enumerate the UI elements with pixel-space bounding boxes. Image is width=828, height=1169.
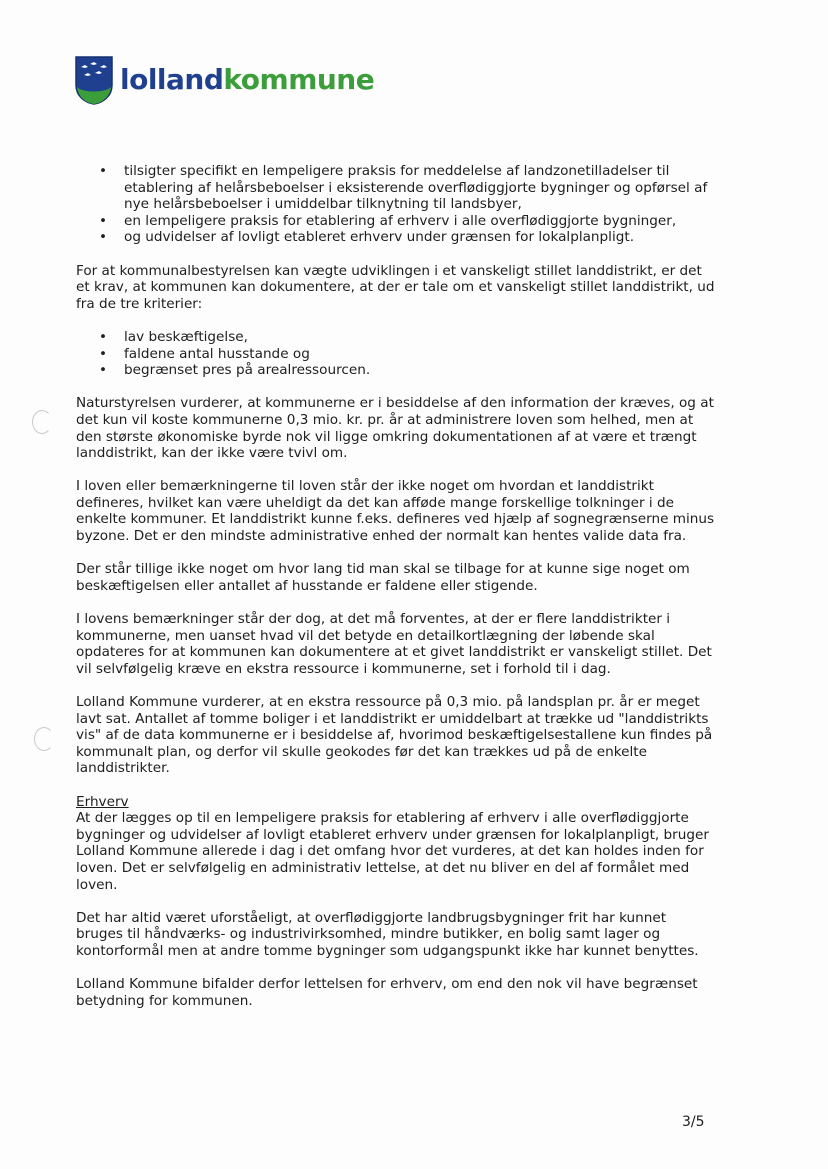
bullet-item: • en lempeligere praksis for etablering af erhverv i alle overflødiggjorte bygninger, xyxy=(76,213,716,230)
document-body xyxy=(76,163,716,1026)
paragraph: Lolland Kommune bifalder derfor lettelsen for erhverv, om end den nok vil have begrænset betydning for kommunen. xyxy=(76,976,698,1009)
page-number: 3/5 xyxy=(682,1114,705,1130)
punch-hole-mark xyxy=(32,410,52,434)
logo-word-lolland: lolland xyxy=(120,63,224,96)
logo-wordmark xyxy=(120,63,375,96)
paragraph: Lolland Kommune vurderer, at en ekstra ressource på 0,3 mio. på landsplan pr. år er meget lavt sat. Antallet af tomme boliger i et landdistrikt er umiddelbart at trække ud "landdistrikts vis" af de data kommunerne er i besiddelse af, hvorimod beskæftigelsestallene kun findes på kommunalt plan, og derfor vil skulle geokodes før det kan trækkes ud på de enkelte landdistrikter. xyxy=(76,694,713,777)
punch-hole-mark xyxy=(34,727,54,751)
logo-word-kommune: kommune xyxy=(223,63,375,96)
paragraph: For at kommunalbestyrelsen kan vægte udviklingen i et vanskeligt stillet landdistrikt, er det et krav, at kommunen kan dokumentere, at der er tale om et vanskeligt stillet landdistrikt, ud fra de tre kriterier: xyxy=(76,262,715,312)
lolland-crest-icon xyxy=(74,55,114,105)
paragraph: I loven eller bemærkningerne til loven står der ikke noget om hvordan et landdistrikt defineres, hvilket kan være uheldigt da det kan afføde mange forskellige tolkninger i de enkelte kommuner. Et landdistrikt kunne f.eks. defineres ved hjælp af sognegrænserne minus byzone. Det er den mindste administrative enhed der normalt kan hentes valide data fra. xyxy=(76,478,715,545)
paragraph: At der lægges op til en lempeligere praksis for etablering af erhverv i alle overflødiggjorte bygninger og udvidelser af lovligt etableret erhverv under grænsen for lokalplanpligt, bruger Lolland Kommune allerede i dag i det omfang hvor det vurderes, at det kan holdes inden for loven. Det er selvfølgelig en administrativ lettelse, at det nu bliver en del af formålet med loven. xyxy=(76,810,709,893)
section-heading-erhverv: Erhverv xyxy=(76,793,129,810)
bullet-item: • og udvidelser af lovligt etableret erhverv under grænsen for lokalplanpligt. xyxy=(76,229,716,246)
paragraph: Det har altid været uforståeligt, at overflødiggjorte landbrugsbygninger frit har kunnet bruges til håndværks- og industrivirksomhed, mindre butikker, en bolig samt lager og kontorformål men at andre tomme bygninger som udgangspunkt ikke har kunnet benyttes. xyxy=(76,909,699,959)
bullet-item: • tilsigter specifikt en lempeligere praksis for meddelelse af landzonetilladelser til etablering af helårsbeboelser i eksisterende overflødiggjorte bygninger og opførsel af nye helårsbeboelser i umiddelbar tilknytning til landsbyer, xyxy=(76,163,716,213)
criteria-bullet-list xyxy=(76,163,716,246)
criteria-list xyxy=(76,329,716,379)
bullet-item: • faldene antal husstande og xyxy=(76,346,716,363)
lolland-kommune-logo xyxy=(74,52,374,108)
bullet-item: • begrænset pres på arealressourcen. xyxy=(76,362,716,379)
paragraph: I lovens bemærkninger står der dog, at det må forventes, at der er flere landdistrikter i kommunerne, men uanset hvad vil det betyde en detailkortlægning der løbende skal opdateres for at kommunen kan dokumentere at et givet landdistrikt er vanskeligt stillet. Det vil selvfølgelig kræve en ekstra ressource i kommunerne, set i forhold til i dag. xyxy=(76,611,712,677)
paragraph: Naturstyrelsen vurderer, at kommunerne er i besiddelse af den information der kræves, og at det kun vil koste kommunerne 0,3 mio. kr. pr. år at administrere loven som helhed, men at den største økonomiske byrde nok vil ligge omkring dokumentationen af at være et trængt landdistrikt, kan der ikke være tvivl om. xyxy=(76,395,714,462)
bullet-item: • lav beskæftigelse, xyxy=(76,329,716,346)
paragraph: Der står tillige ikke noget om hvor lang tid man skal se tilbage for at kunne sige noget om beskæftigelsen eller antallet af husstande er faldene eller stigende. xyxy=(76,561,690,594)
